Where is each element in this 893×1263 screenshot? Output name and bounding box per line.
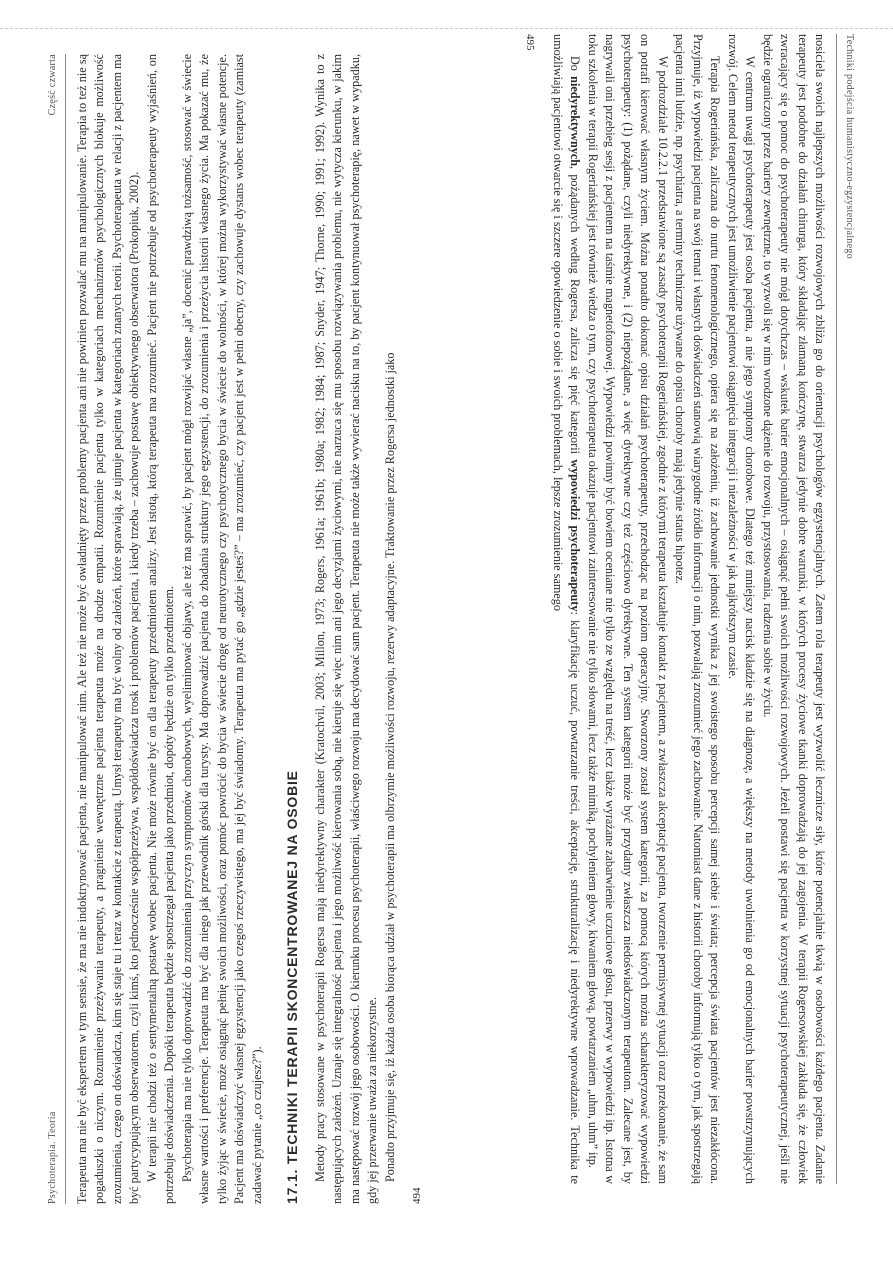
running-head-left: Psychoterapia. Teoria (47, 1111, 58, 1204)
paragraph: W centrum uwagi psychoterapeuty jest osoba pacjenta, a nie jego symptomy chorobowe. Dlatego też mniejszy nacisk kładzie się na diagnozę, a większy na metody uwolnienia go od emocjonalnych barier powstrzymujących rozwój. Celem metod terapeutycznych jest umożliwienie pacjentowi osiągnięcia integracji i niezależności w jak najkrótszym czasie. (726, 34, 758, 1184)
section-heading: 17.1. TECHNIKI TERAPII SKONCENTROWANEJ NA OSOBIE (284, 770, 300, 1204)
paragraph: Ponadto przyjmuje się, iż każda osoba biorąca udział w psychoterapii ma olbrzymie możliwości rozwoju, rezerwy adaptacyjne. Traktowanie przez Rogersa jednostki jako (382, 352, 397, 1182)
page-number: 495 (524, 34, 537, 51)
paragraph: W podrozdziale 10.2.2.1 przedstawione są zasady psychoterapii Rogeriańskiej, zgodnie z którymi terapeuta kształtuje kontakt z pacjentem, a zwłaszcza akceptację pacjenta, tworzenie permisywnej sytuacji oraz przekonanie, że sam on potrafi kierować własnym życiem. Można ponadto dokonać opisu działań psychoterapeuty, przechodząc na poziom operacyjny. Stworzony został system kategorii, za pomocą których można scharakteryzować wypowiedzi psychoterapeuty: (1) pożądane, czyli niedyrektywne, i (2) niepożądane, a więc dyrektywne czy też częściowo dyrektywne. Ten system kategorii może być przydatny zwłaszcza niedoświadczonym terapeutom. Zalecane jest, by nagrywali oni przebieg sesji z pacjentem na taśmie magnetofonowej. Wypowiedzi powinny być bowiem oceniane nie tylko ze względu na treść, lecz także wyrażane zabarwienie uczuciowe głosu, przerwy w wypowiedzi itp. Istotna w toku szkolenia w terapii Rogeriańskiej jest również wiedza o tym, czy psychoterapeuta okazuje pacjentowi zainteresowanie nie tylko słowami, lecz także mimiką, pochyleniem głowy, kiwaniem głową, powtarzaniem „uhm, uhm” itp. (586, 34, 670, 1184)
paragraph: W terapii nie chodzi też o sentymentalną postawę wobec pacjenta. Nie może równie być on dla terapeuty przedmiotem analizy. Jest istotą, którą terapeuta ma zrozumieć. Pacjent nie potrzebuje od psychoterapeuty wyjaśnień, on potrzebuje doświadczenia. Dopóki terapeuta będzie spostrzegał pacjenta jako przedmiot, dopóty będzie on tylko przedmiotem. (144, 54, 176, 1204)
paragraph: Terapeuta ma nie być ekspertem w tym sensie, że ma nie indoktrynować pacjenta, nie manipulować nim. Ale też nie może być owładnięty przez problemy pacjenta ani nie powinien pozwalać mu na manipulowanie. Terapia to też nie są pogaduszki o niczym. Rozumienie przeżywania terapeuty, a pragnienie wewnętrzne pacjenta terapeuta może na drodze empatii. Rozumienie pacjenta tylko w kategoriach mechanizmów psychologicznych blokuje możliwość zrozumienia, czego on doświadcza, kim się staje tu i teraz w kontakcie z terapeutą. Umysł terapeuty ma być wolny od założeń, które sprawiają, że ujmuje pacjenta w kategoriach znanych teorii. Psychoterapeuta w relacji z pacjentem ma być partycypującym obserwatorem, czyli kimś, kto jednocześnie współprzeżywa, współdoświadcza trosk i problemów pacjenta, i kiedy trzeba – zachowuje postawę obiektywnego obserwatora (Prokopiuk, 2002). (74, 54, 141, 1204)
paragraph: nosiciela swoich najlepszych możliwości rozwojowych zbliża go do orientacji psychologów egzystencjalnych. Zatem rola terapeuty jest wyzwolić lecznicze siły, które potencjalnie tkwią w osobowości każdego pacjenta. Zadanie terapeuty jest podobne do działań chirurga, który składając złamaną kończynę, stwarza jedynie dobre warunki, w których procesy życiowe tkanki doprowadzają do jej zagojenia. W terapii Rogersowskiej zakłada się, że człowiek zwracający się o pomoc do psychoterapeuty nie mógł dotychczas – wskutek barier emocjonalnych – osiągnąć pełni swoich możliwości rozwojowych. Jeżeli postawi się pacjenta w korzystnej sytuacji psychoterapeutycznej, jeśli nie będzie ograniczony przez bariery zewnętrzne, to wyzwoli się w nim wrodzone dążenie do rozwoju, przystosowania, radzenia sobie w życiu. (761, 34, 828, 1184)
paragraph: Do niedyrektywnych, pożądanych według Rogersa, zalicza się pięć kategorii wypowiedzi psychoterapeuty: klaryfikację uczuć, powtarzanie treści, akceptację, strukturalizację i niedyrektywne wprowadzanie. Technika te umożliwiają pacjentowi otwarcie się i szczere opowiedzenie o sobie i swoich problemach, lepsze zrozumienie samego (551, 34, 583, 1184)
running-head-left: Techniki podejścia humanistyczno-egzystencjalnego (844, 34, 855, 260)
scan-edge (0, 0, 893, 29)
paragraph: Metody pracy stosowane w psychoterapii Rogersa mają niedyrektywny charakter (Kratochvil, 2003; Millon, 1973; Rogers, 1961a; 1961b; 1980a; 1982; 1984; 1987; Snyder, 1947; Thorne, 1990; 1991; 1992). Wynika to z następujących założeń. Uznaje się integralność pacjenta i jego możliwość kierowania sobą, nie kieruje się więc nim ani jego decyzjami życiowymi, nie narzuca się mu sposobu rozwiązywania problemu, nie wytycza kierunku, w jakim ma następować rozwój jego osobowości. O kierunku procesu psychoterapii, właściwego rozwoju ma decydować sam pacjent. Terapeuta nie może także wywierać nacisku na to, by pacjent kontynuował psychoterapię, nawet w wypadku, gdy jej przerwanie uważa za niekorzystne. (312, 54, 379, 1204)
paragraph: Terapia Rogeriańska, zaliczana do nurtu fenomenologicznego, opiera się na założeniu, iż zachowanie jednostki wynika z jej swoistego sposobu percepcji samej siebie i świata; percepcja świata pacjentów jest niezakłócona. Przyjmuje, iż wypowiedzi pacjenta na swój temat i własnych doświadczeń stanowią wiarygodne źródło informacji o nim, pozwalają zrozumieć jego zachowanie. Natomiast dane z historii choroby informują tylko o tym, jak spostrzegają pacjenta inni ludzie, np. psychiatra, a terminy techniczne używane do opisu choroby mają jedynie status hipotez. (673, 34, 723, 1184)
running-head (44, 54, 66, 1204)
running-head (837, 34, 859, 1184)
paragraph: Psychoterapia ma nie tylko doprowadzić do zrozumienia przyczyn symptomów chorobowych, wyeliminować objawy, ale też ma sprawić, by pacjent mógł rozwijać własne „ja”, docenić prawdziwą tożsamość, stosować w świecie własne wartości i preferencje. Terapeuta ma być dla niego jak przewodnik górski dla turysty. Ma doprowadzić pacjenta do zbadania struktury jego egzystencji, do zrozumienia i przeżycia historii własnego życia. Ma pokazać mu, że tylko żyjąc w świecie, może osiągnąć pełnię swoich możliwości, oraz pomóc powrócić do bycia w świecie drogę od neurotycznego czy psychotycznego bycia w świecie do wolności, w której można wykorzystywać własne potencje. Pacjent ma doświadczyć własnej egzystencji jako czegoś rzeczywistego, ma jej być świadomy. Terapeuta ma pytać go „gdzie jesteś?” – ma zrozumieć, czy pacjent jest w pełni obecny, czy zachowuje dystans wobec terapeuty (zamiast zadawać pytanie „co czujesz?”). (179, 54, 264, 1204)
right-page (478, 28, 858, 1184)
page-number: 494 (411, 1187, 423, 1204)
running-head-right: Część czwarta (47, 54, 58, 116)
